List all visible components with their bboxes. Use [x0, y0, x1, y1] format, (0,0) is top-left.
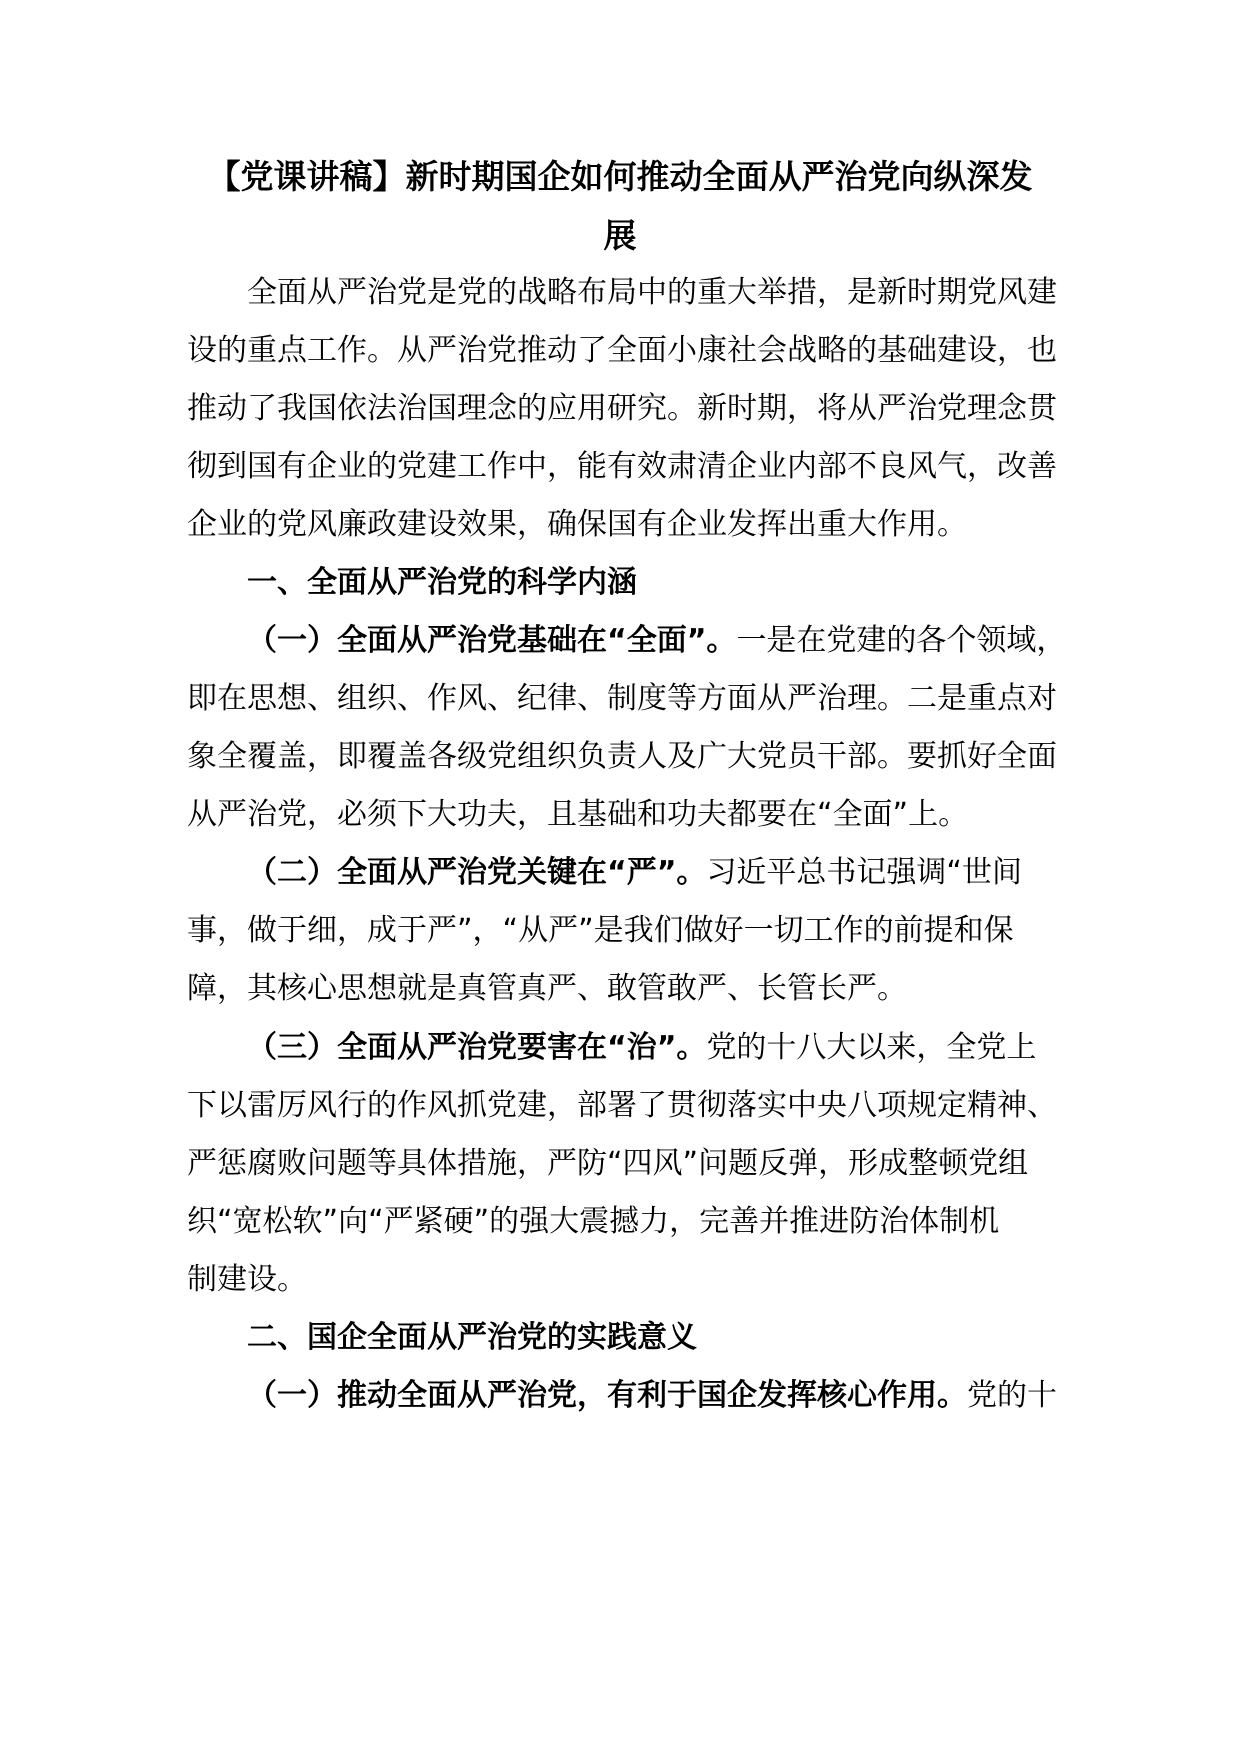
intro-line: 全面从严治党是党的战略布局中的重大举措，是新时期党风建: [247, 275, 1057, 310]
intro-line: 设的重点工作。从严治党推动了全面小康社会战略的基础建设，也: [187, 333, 1057, 368]
paragraph-lead: （二）全面从严治党关键在“严”。: [247, 855, 707, 890]
paragraph-lead: （一）全面从严治党基础在“全面”。: [247, 623, 737, 658]
intro-line: 推动了我国依法治国理念的应用研究。新时期，将从严治党理念贯: [187, 391, 1057, 426]
paragraph-first-line: [247, 1028, 1036, 1068]
paragraph-line: 事，做于细，成于严”，“从严”是我们做好一切工作的前提和保: [187, 913, 1014, 948]
paragraph-text: 一是在党建的各个领域，: [736, 623, 1067, 658]
paragraph-first-line: [247, 1376, 1057, 1416]
paragraph-first-line: [247, 853, 1022, 893]
paragraph-line: 下以雷厉风行的作风抓党建，部署了贯彻落实中央八项规定精神、: [187, 1088, 1057, 1123]
paragraph-text: 党的十: [967, 1378, 1057, 1413]
document-title-line-2: 展: [603, 216, 637, 255]
paragraph-line: 象全覆盖，即覆盖各级党组织负责人及广大党员干部。要抓好全面: [187, 739, 1057, 774]
paragraph-line: 严惩腐败问题等具体措施，严防“四风”问题反弹，形成整顿党组: [187, 1146, 1029, 1181]
paragraph-text: 党的十八大以来，全党上: [706, 1030, 1037, 1065]
paragraph-line: 即在思想、组织、作风、纪律、制度等方面从严治理。二是重点对: [187, 681, 1057, 716]
paragraph-line: 从严治党，必须下大功夫，且基础和功夫都要在“全面”上。: [187, 797, 969, 832]
paragraph-first-line: [247, 621, 1066, 661]
paragraph-lead: （三）全面从严治党要害在“治”。: [247, 1030, 707, 1065]
paragraph-line: 制建设。: [187, 1262, 307, 1297]
document-title-line-1: 【党课讲稿】新时期国企如何推动全面从严治党向纵深发: [207, 157, 1033, 196]
paragraph-line: 障，其核心思想就是真管真严、敢管敢严、长管长严。: [187, 971, 907, 1006]
paragraph-text: 习近平总书记强调“世间: [706, 855, 1022, 890]
section-1-heading: 一、全面从严治党的科学内涵: [247, 565, 637, 600]
intro-line: 企业的党风廉政建设效果，确保国有企业发挥出重大作用。: [187, 507, 967, 542]
section-2-heading: 二、国企全面从严治党的实践意义: [247, 1320, 697, 1355]
intro-line: 彻到国有企业的党建工作中，能有效肃清企业内部不良风气，改善: [187, 449, 1057, 484]
paragraph-lead: （一）推动全面从严治党，有利于国企发挥核心作用。: [247, 1378, 967, 1413]
paragraph-line: 织“宽松软”向“严紧硬”的强大震撼力，完善并推进防治体制机: [187, 1204, 1000, 1239]
